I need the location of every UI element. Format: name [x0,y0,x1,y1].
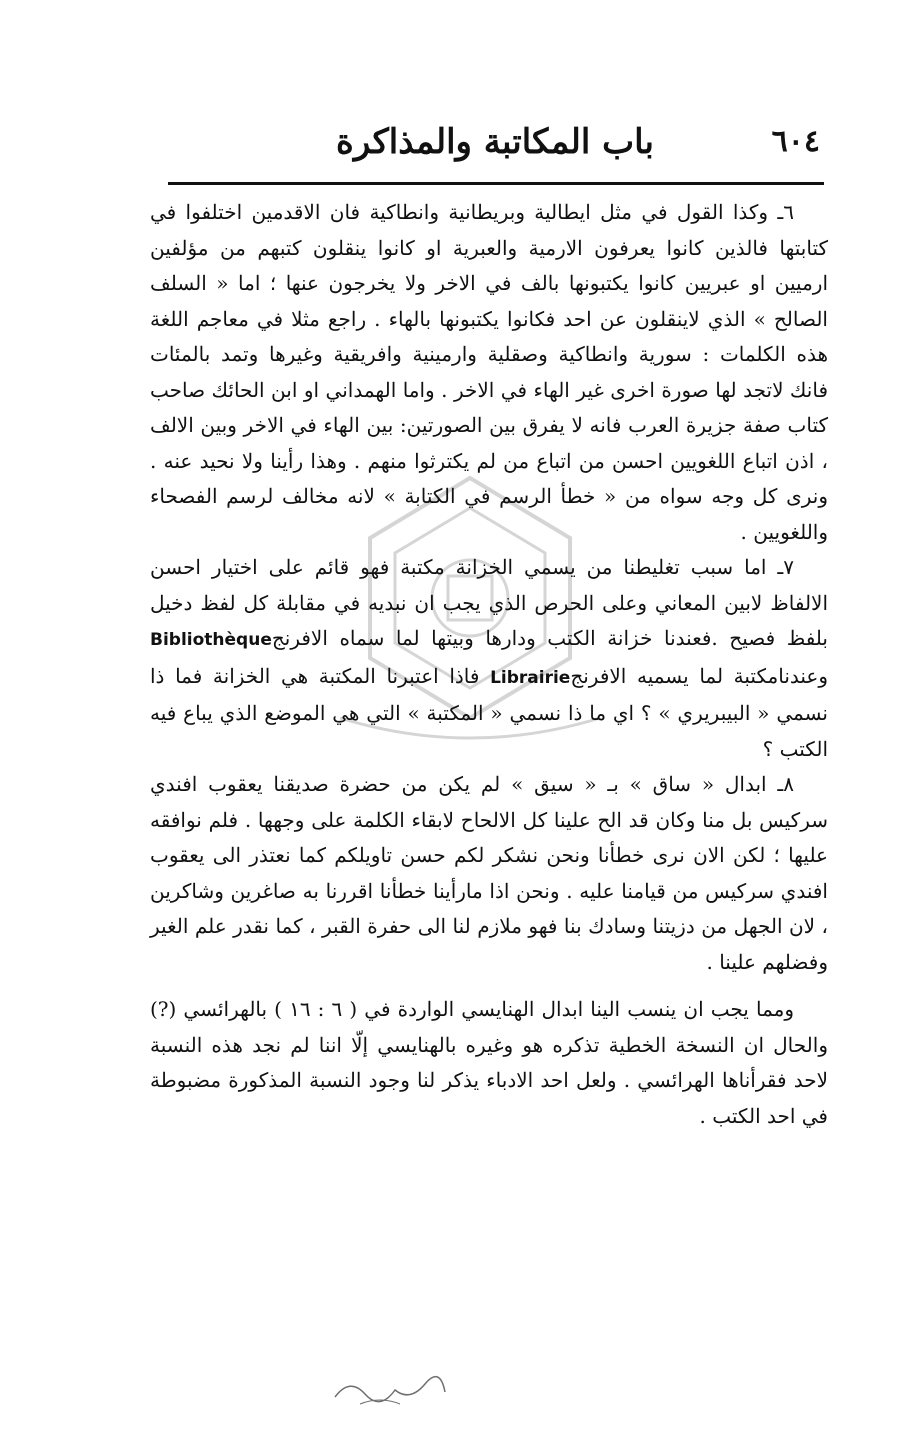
paragraph-7-part-3: فاذا اعتبرنا المكتبة هي الخزانة فما ذا نسمي « البيبريري » ؟ اي ما ذا نسمي « المكتبة » التي هي الموضع الذي يباع فيه الكتب ؟ [150,663,828,761]
paragraph-closing: ومما يجب ان ينسب الينا ابدال الهنايسي الواردة في ( ٦ : ١٦ ) بالهرائسي (?) والحال ان النسخة الخطية تذكره هو وغيره بالهنايسي إلّا اننا لم نجد هذه النسبة لاحد فقرأناها الهرائسي . ولعل احد الادباء يذكر لنا وجود النسبة المذكورة مضبوطة في احد الكتب . [150,997,828,1128]
paragraph-7 [150,550,828,767]
paragraph-7-part-1: ٧ـ اما سبب تغليطنا من يسمي الخزانة مكتبة فهو قائم على اختيار احسن الالفاظ لابين المعاني وعلى الحرص الذي يجب ان نبديه في مقابلة كل لفظ دخيل بلفظ فصيح .فعندنا خزانة الكتب ودارها وبيتها لما سماه الافرنج [150,555,829,650]
handwritten-signature [330,1372,450,1412]
body-text [150,195,828,1134]
latin-term-librairie: Librairie [490,667,571,688]
paragraph-6: ٦ـ وكذا القول في مثل ايطالية وبريطانية وانطاكية فان الاقدمين اختلفوا في كتابتها فالذين كانوا يعرفون الارمية والعبرية او كانوا ينقلون كتبهم من مؤلفين ارميين او عبريين كانوا يكتبونها بالف في الاخر ولا يخرجون عنها ؛ اما « السلف الصالح » الذي لاينقلون عن احد فكانوا يكتبونها بالهاء . راجع مثلا في معاجم اللغة هذه الكلمات : سورية وانطاكية وصقلية وارمينية وافريقية وغيرها وتمد بالمئات فانك لاتجد لها صورة اخرى غير الهاء في الاخر . واما الهمداني او ابن الحائك صاحب كتاب صفة جزيرة العرب فانه لا يفرق بين الصورتين: بين الهاء في الاخر وبين الالف ، اذن اتباع اللغويين احسن من اتباع من لم يكترثوا منهم . وهذا رأينا ولا نحيد عنه . ونرى كل وجه سواه من « خطأ الرسم في الكتابة » لانه مخالف لرسم الفصحاء واللغويين . [150,200,828,544]
latin-term-bibliotheque: Bibliothèque [150,630,272,650]
header-rule [168,182,824,185]
running-title: باب المكاتبة والمذاكرة [336,122,654,162]
page-number: ٦٠٤ [771,124,820,159]
paragraph-7-part-2: وعندنامكتبة لما يسميه الافرنج [570,663,829,688]
page-header [170,118,820,178]
paragraph-8: ٨ـ ابدال « ساق » بـ « سيق » لم يكن من حضرة صديقنا يعقوب افندي سركيس بل منا وكان قد الح علينا كل الالحاح لابقاء الكلمة على وجهها . فلم نوافقه عليها ؛ لكن الان نرى خطأنا ونحن نشكر لكم حسن تاويلكم كما نعتذر الى يعقوب افندي سركيس من قيامنا عليه . ونحن اذا مارأينا خطأنا اقررنا به صاغرين وشاكرين ، لان الجهل من دزيتنا وسادك بنا فهو ملازم لنا الى حفرة القبر ، كما نقدر علم الغير وفضلهم علينا . [150,772,828,974]
